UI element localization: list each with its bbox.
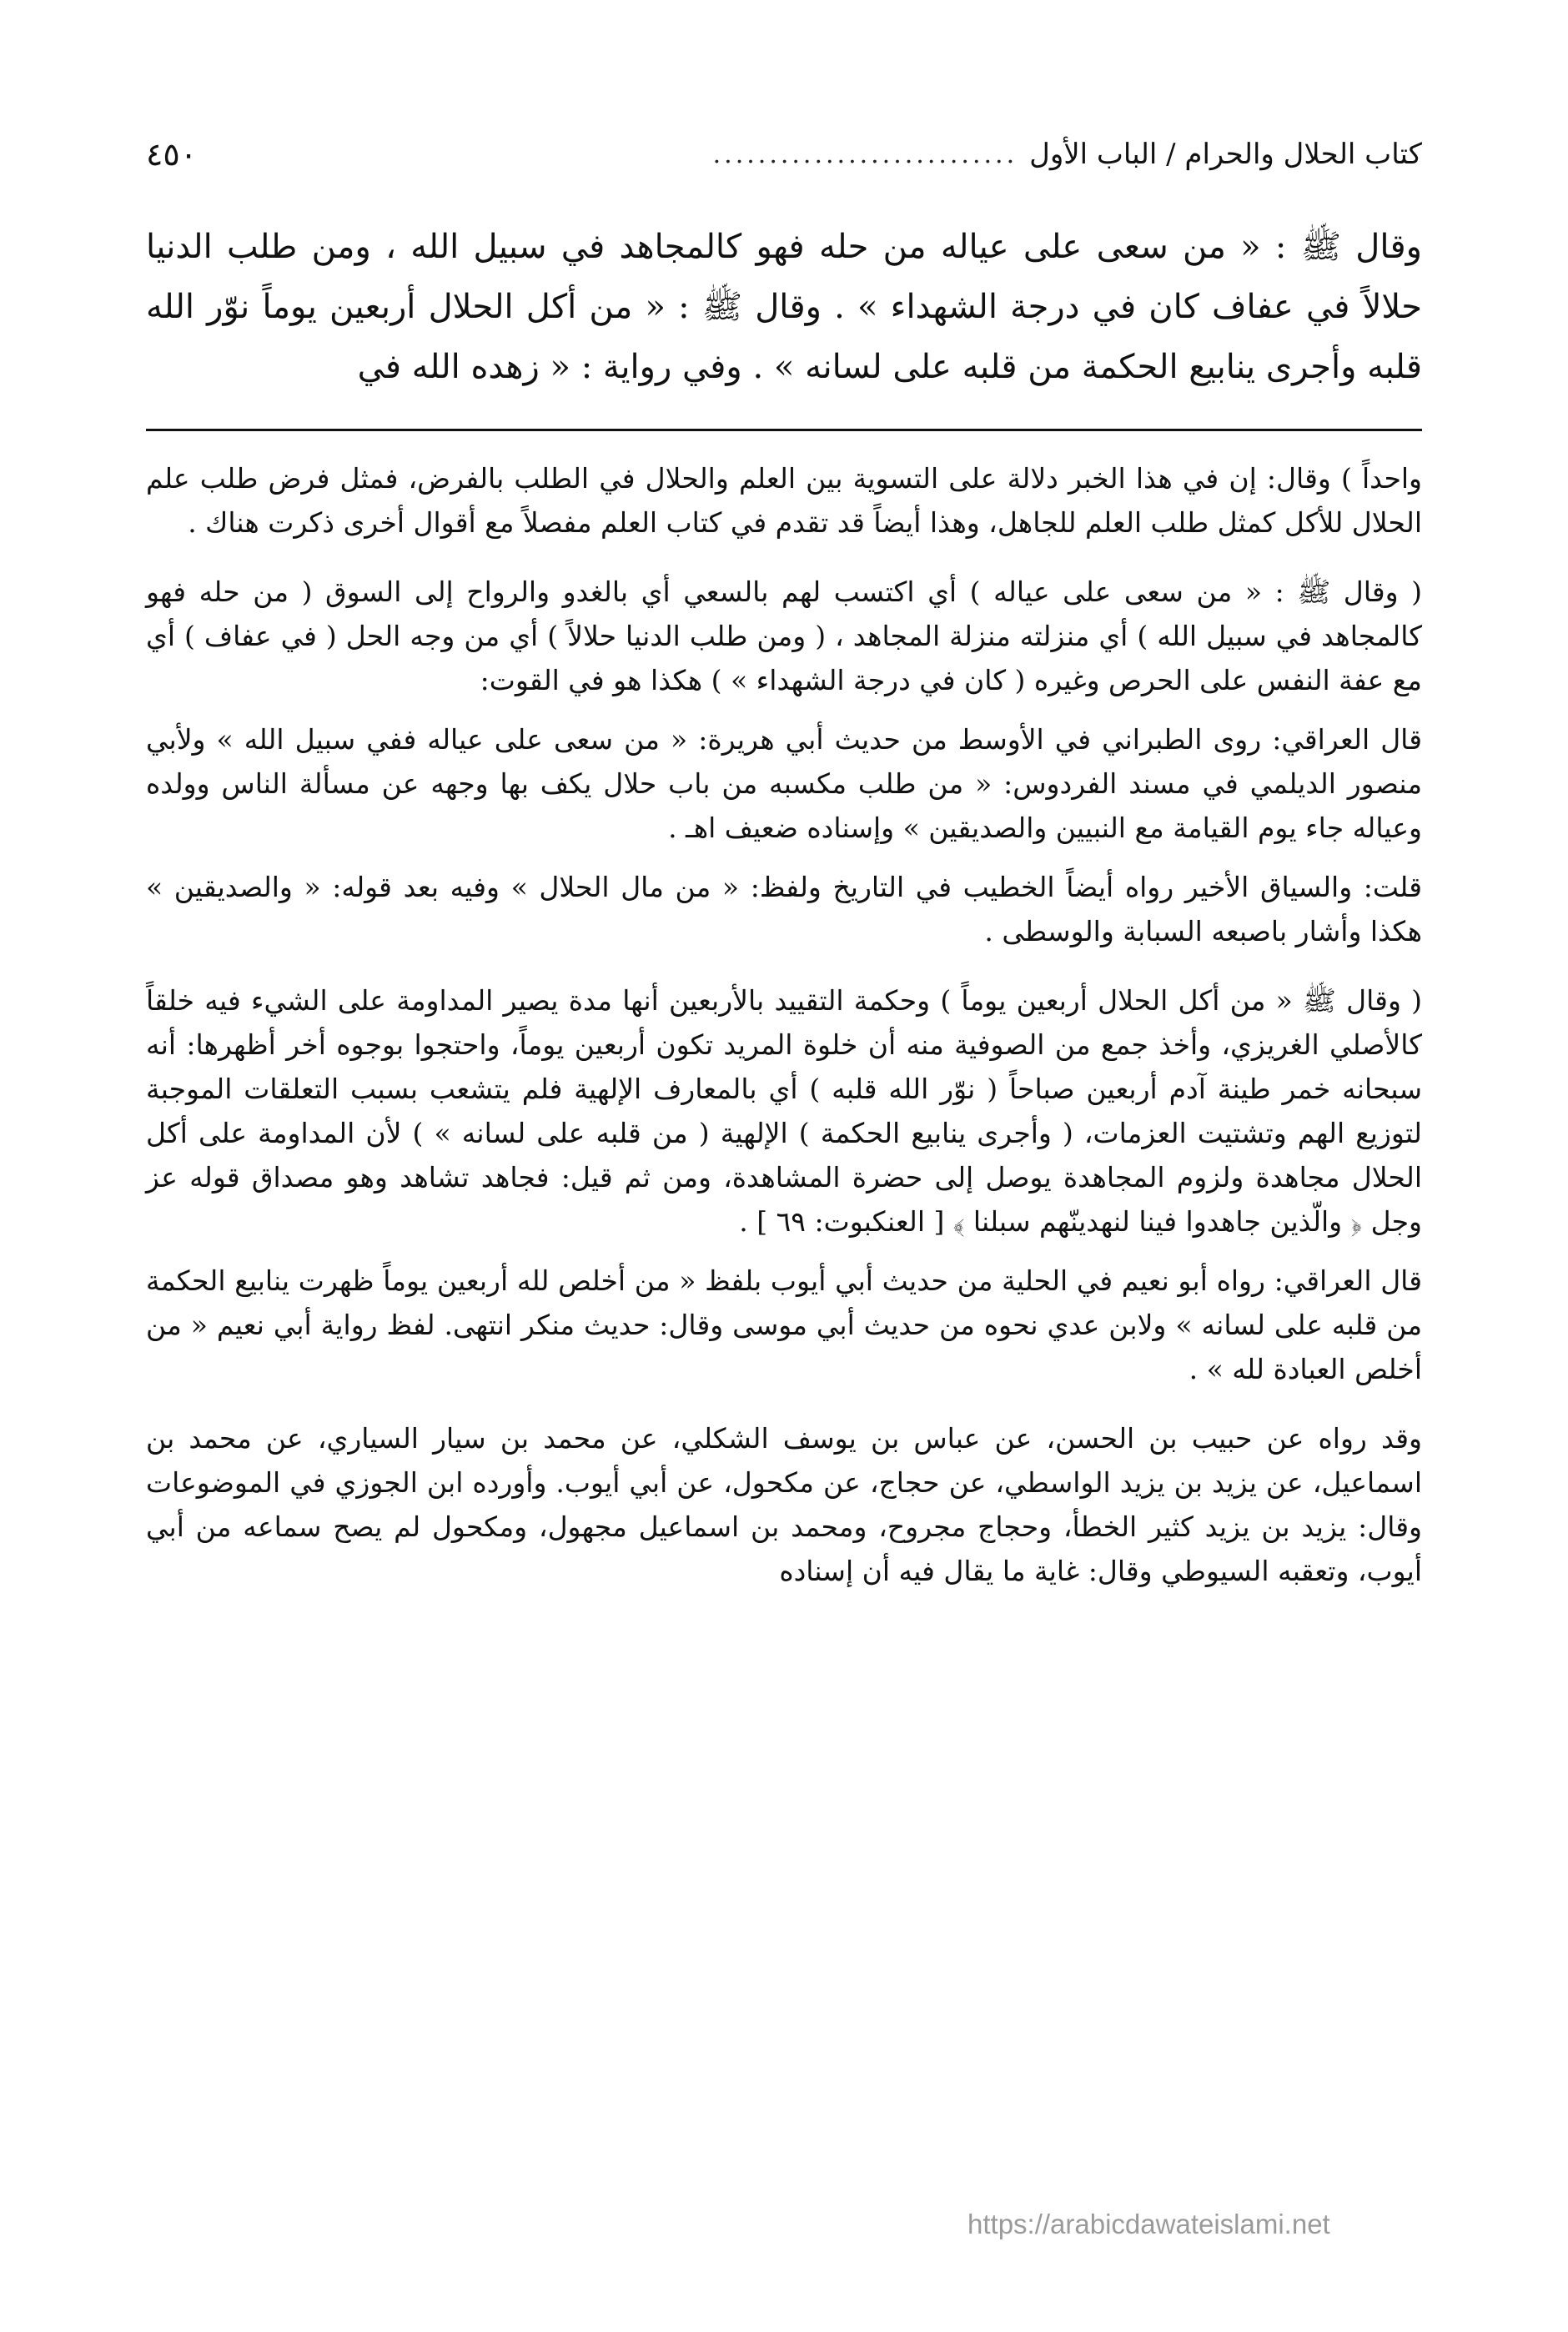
leader-dots: ........................... [712,139,1018,169]
commentary [146,456,1422,1593]
commentary-paragraph: وقد رواه عن حبيب بن الحسن، عن عباس بن يوسف الشكلي، عن محمد بن سيار السياري، عن محمد بن اسماعيل، عن يزيد بن يزيد الواسطي، عن حجاج، عن مكحول، عن أبي أيوب. وأورده ابن الجوزي في الموضوعات وقال: يزيد بن يزيد كثير الخطأ، وحجاج مجروح، ومحمد بن اسماعيل مجهول، ومكحول لم يصح سماعه من أبي أيوب، وتعقبه السيوطي وقال: غاية ما يقال فيه أن إسناده [146,1422,1422,1587]
main-paragraph: وقال ﷺ : « من سعى على عياله من حله فهو كالمجاهد في سبيل الله ، ومن طلب الدنيا حلالاً في عفاف كان في درجة الشهداء » . وقال ﷺ : « من أكل الحلال أربعين يوماً نوّر الله قلبه وأجرى ينابيع الحكمة من قلبه على لسانه » . وفي رواية : « زهده الله في [146,228,1422,386]
commentary-paragraph: ( وقال ﷺ : « من سعى على عياله ) أي اكتسب لهم بالسعي أي بالغدو والرواح إلى السوق ( من حله فهو كالمجاهد في سبيل الله ) أي منزلته منزلة المجاهد ، ( ومن طلب الدنيا حلالاً ) أي من وجه الحل ( في عفاف ) أي مع عفة النفس على الحرص وغيره ( كان في درجة الشهداء » ) هكذا هو في القوت: [146,575,1422,696]
commentary-paragraph: قال العراقي: روى الطبراني في الأوسط من حديث أبي هريرة: « من سعى على عياله ففي سبيل الله » ولأبي منصور الديلمي في مسند الفردوس: « من طلب مكسبه من باب حلال يكف بها وجهه عن مسألة الناس وولده وعياله جاء يوم القيامة مع النبيين والصديقين » وإسناده ضعيف اهـ . [146,723,1422,844]
chapter-title: كتاب الحلال والحرام / الباب الأول [1029,138,1422,171]
page-number: ٤٥٠ [146,136,198,173]
running-head [713,138,1422,171]
commentary-paragraph: قلت: والسياق الأخير رواه أيضاً الخطيب في التاريخ ولفظ: « من مال الحلال » وفيه بعد قوله: « والصديقين » هكذا وأشار باصبعه السبابة والوسطى . [146,871,1422,947]
page-header [146,125,1422,183]
commentary-paragraph: قال العراقي: رواه أبو نعيم في الحلية من حديث أبي أيوب بلفظ « من أخلص لله أربعين يوماً ظهرت ينابيع الحكمة من قلبه على لسانه » ولابن عدي نحوه من حديث أبي موسى وقال: حديث منكر انتهى. لفظ رواية أبي نعيم « من أخلص العبادة لله » . [146,1264,1422,1385]
separator-rule [146,429,1422,431]
main-text [146,217,1422,397]
book-page [146,125,1422,2260]
commentary-paragraph: واحداً ) وقال: إن في هذا الخبر دلالة على التسوية بين العلم والحلال في الطلب بالفرض، فمثل فرض طلب علم الحلال للأكل كمثل طلب العلم للجاهل، وهذا أيضاً قد تقدم في كتاب العلم مفصلاً مع أقوال أخرى ذكرت هناك . [146,462,1422,539]
watermark-url: https://arabicdawateislami.net [967,2209,1330,2239]
commentary-paragraph: ( وقال ﷺ « من أكل الحلال أربعين يوماً ) وحكمة التقييد بالأربعين أنها مدة يصير المداومة على الشيء فيه خلقاً كالأصلي الغريزي، وأخذ جمع من الصوفية منه أن خلوة المريد تكون أربعين يوماً، واحتجوا بوجوه أخر أظهرها: أنه سبحانه خمر طينة آدم أربعين صباحاً ( نوّر الله قلبه ) أي بالمعارف الإلهية فلم يتشعب بسبب التعلقات الموجبة لتوزيع الهم وتشتيت العزمات، ( وأجرى ينابيع الحكمة ) الإلهية ( من قلبه على لسانه » ) لأن المداومة على أكل الحلال مجاهدة ولزوم المجاهدة يوصل إلى حضرة المشاهدة، ومن ثم قيل: فجاهد تشاهد وهو مصداق قوله عز وجل ﴿ والّذين جاهدوا فينا لنهدينّهم سبلنا ﴾ [ العنكبوت: ٦٩ ] . [146,984,1422,1238]
